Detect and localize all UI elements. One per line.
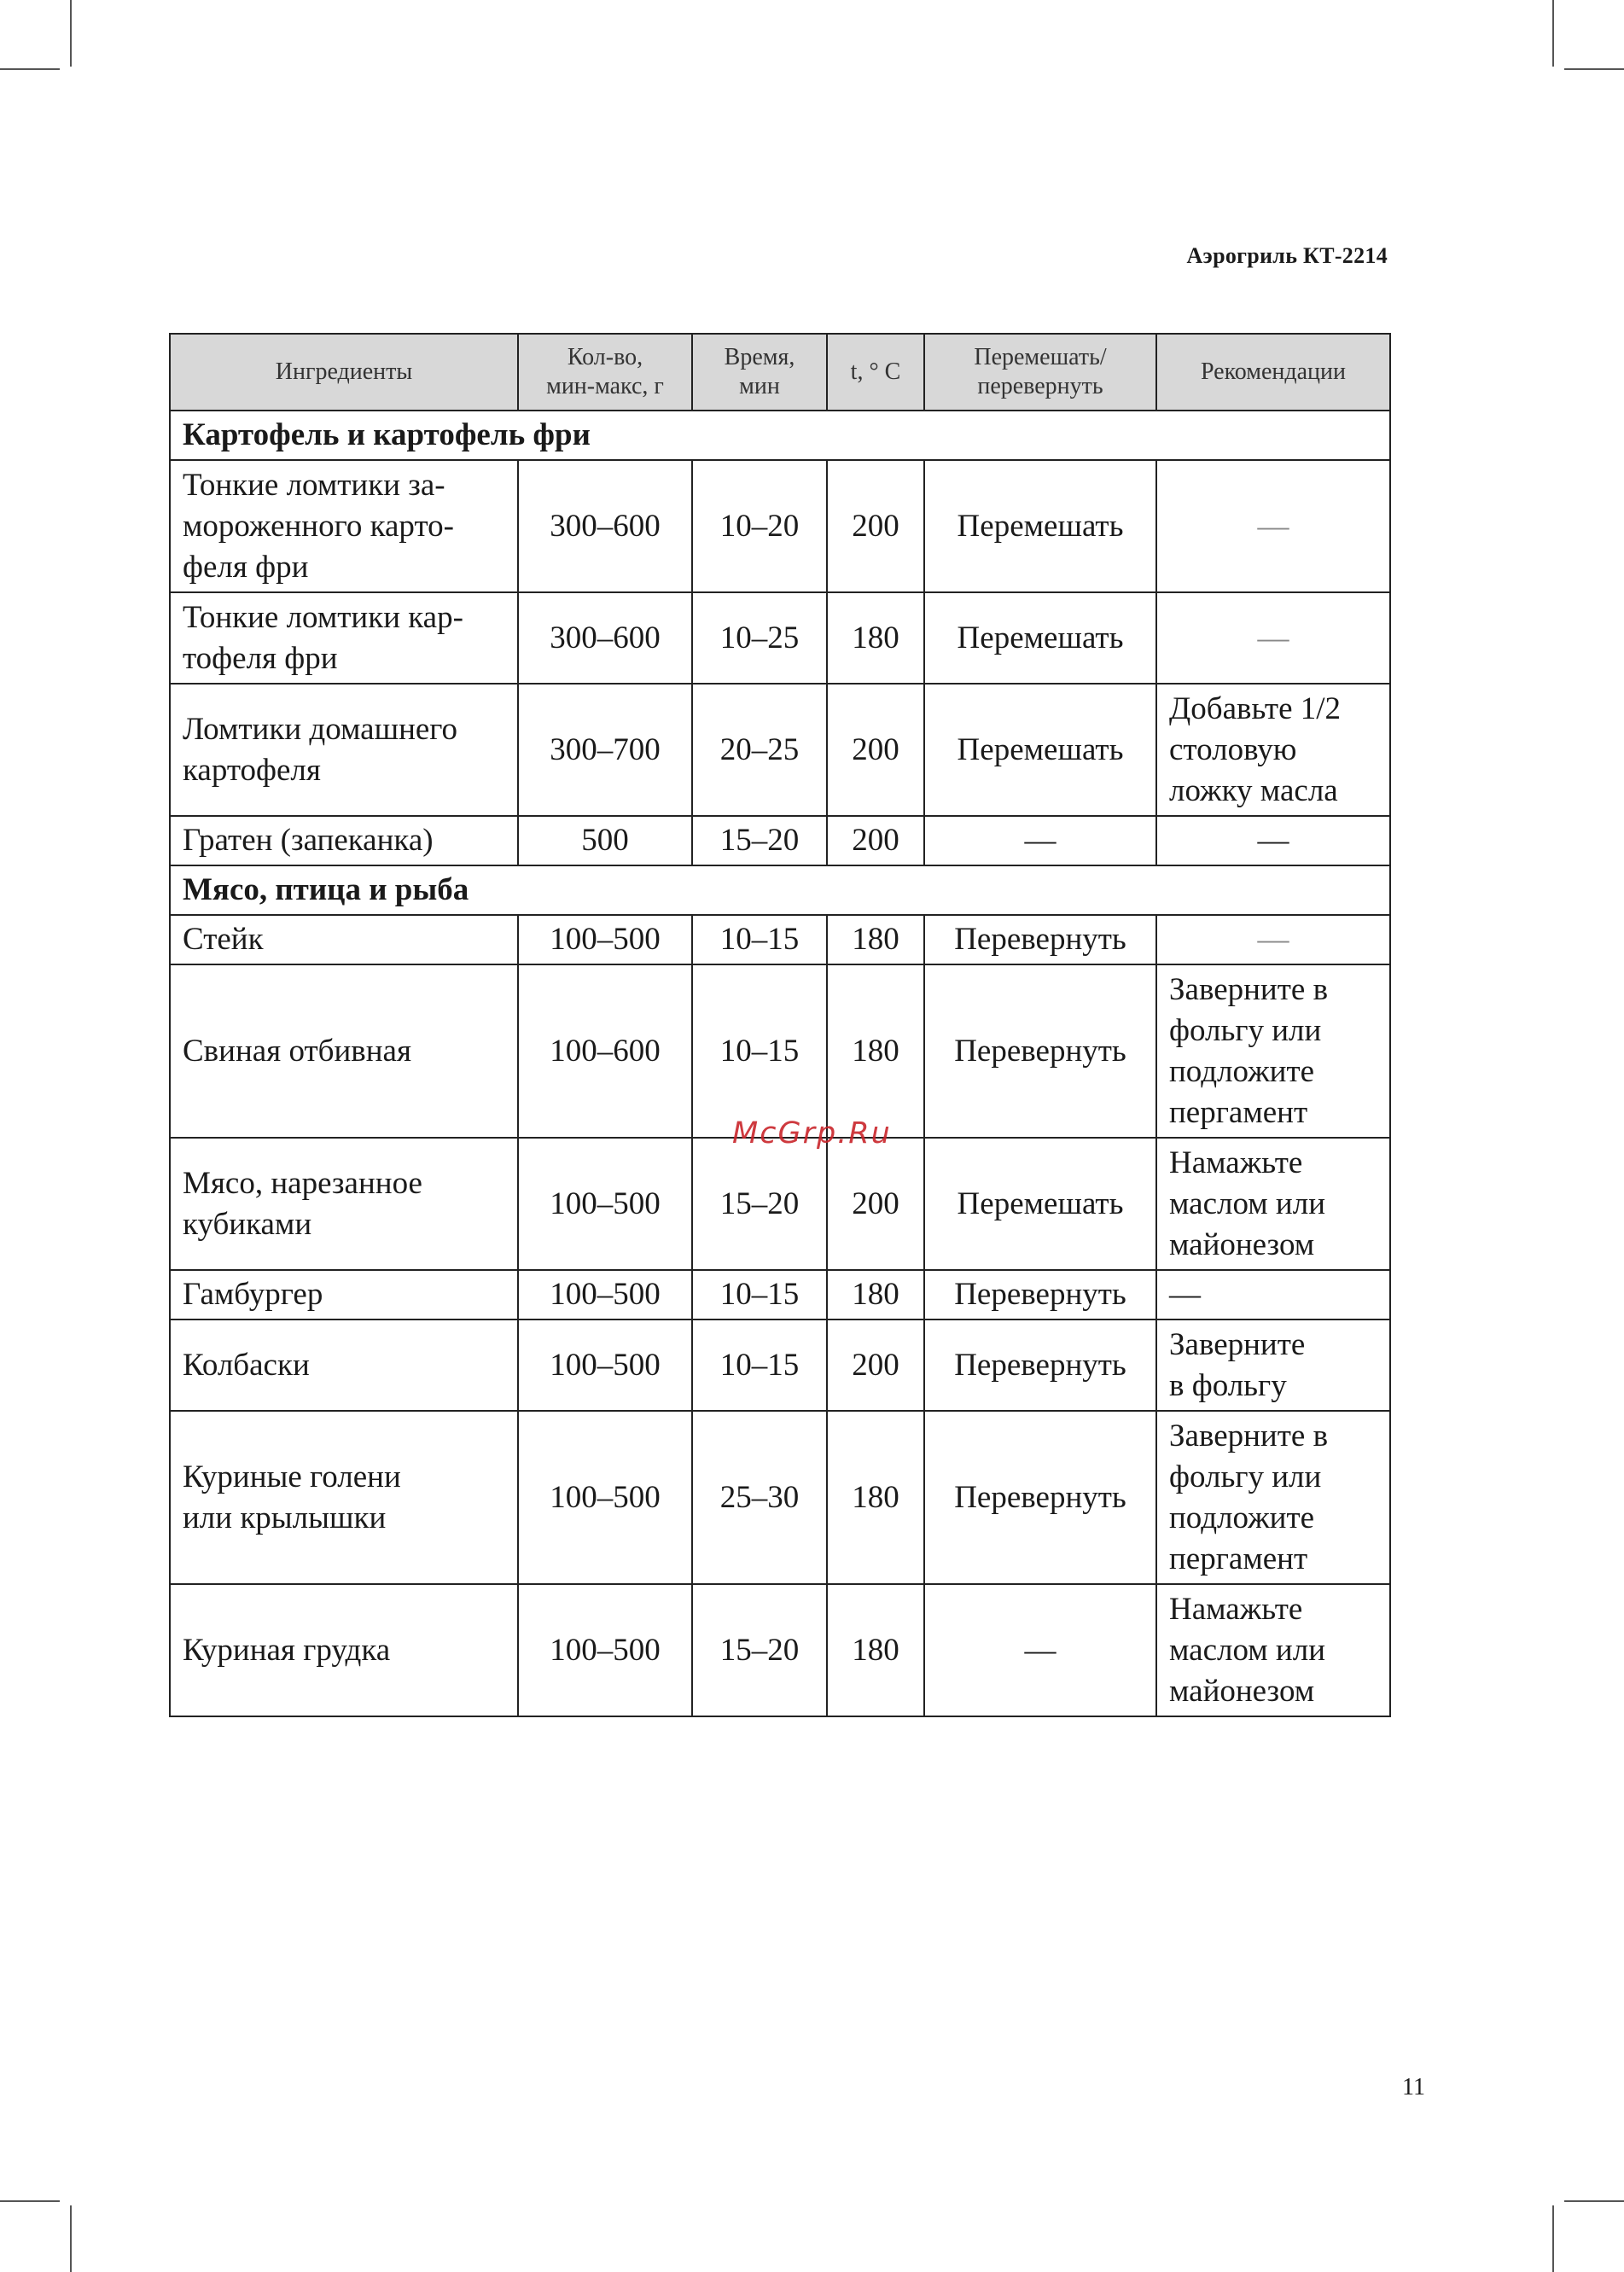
cell-recommendation: Заверните в фольгу или подложите пергамент — [1156, 1411, 1390, 1584]
table-row — [170, 1138, 1390, 1270]
table-row — [170, 460, 1390, 592]
crop-mark — [0, 68, 60, 70]
cell-recommendation: — — [1156, 915, 1390, 964]
cell-recommendation: Намажьте маслом или майонезом — [1156, 1584, 1390, 1716]
cell-time: 10–15 — [692, 1320, 827, 1411]
table-row — [170, 915, 1390, 964]
cell-time: 10–15 — [692, 1270, 827, 1320]
cell-recommendation: Намажьте маслом или майонезом — [1156, 1138, 1390, 1270]
cooking-table — [169, 333, 1391, 1717]
section-row-meat — [170, 865, 1390, 915]
cell-temperature: 180 — [827, 1584, 924, 1716]
cell-quantity: 100–500 — [518, 1138, 692, 1270]
cell-action: Перемешать — [924, 1138, 1156, 1270]
cell-ingredient: Гратен (запеканка) — [170, 816, 518, 865]
cell-ingredient: Тонкие ломтики кар- тофеля фри — [170, 592, 518, 684]
cell-temperature: 200 — [827, 684, 924, 816]
cell-time: 15–20 — [692, 1584, 827, 1716]
column-header-quantity: Кол-во, мин-макс, г — [518, 334, 692, 411]
cell-recommendation: — — [1156, 592, 1390, 684]
cell-ingredient: Гамбургер — [170, 1270, 518, 1320]
cell-action: Перевернуть — [924, 964, 1156, 1138]
table-row — [170, 816, 1390, 865]
table-row — [170, 1320, 1390, 1411]
cell-temperature: 180 — [827, 915, 924, 964]
crop-mark — [1564, 2200, 1624, 2202]
document-header: Аэрогриль КТ-2214 — [1186, 243, 1388, 268]
cell-quantity: 100–500 — [518, 1270, 692, 1320]
crop-mark — [1552, 0, 1554, 67]
cell-temperature: 180 — [827, 592, 924, 684]
cell-quantity: 300–700 — [518, 684, 692, 816]
column-header-action: Перемешать/ перевернуть — [924, 334, 1156, 411]
cell-quantity: 500 — [518, 816, 692, 865]
cell-temperature: 200 — [827, 460, 924, 592]
column-header-recommendations: Рекомендации — [1156, 334, 1390, 411]
column-header-temperature: t, ° C — [827, 334, 924, 411]
cell-time: 10–20 — [692, 460, 827, 592]
cell-action: Перевернуть — [924, 1270, 1156, 1320]
cell-action: — — [924, 1584, 1156, 1716]
crop-mark — [1552, 2205, 1554, 2272]
cell-recommendation: — — [1156, 460, 1390, 592]
cell-quantity: 100–500 — [518, 915, 692, 964]
cell-recommendation: Добавьте 1/2 столовую ложку масла — [1156, 684, 1390, 816]
cell-temperature: 200 — [827, 816, 924, 865]
cell-ingredient: Стейк — [170, 915, 518, 964]
table-row — [170, 964, 1390, 1138]
table-row — [170, 1411, 1390, 1584]
cell-ingredient: Куриная грудка — [170, 1584, 518, 1716]
cell-time: 15–20 — [692, 816, 827, 865]
cell-temperature: 180 — [827, 1411, 924, 1584]
cell-recommendation: Заверните в фольгу — [1156, 1320, 1390, 1411]
table-row — [170, 684, 1390, 816]
cell-ingredient: Ломтики домашнего картофеля — [170, 684, 518, 816]
cell-temperature: 200 — [827, 1138, 924, 1270]
column-header-ingredients: Ингредиенты — [170, 334, 518, 411]
cell-time: 10–15 — [692, 964, 827, 1138]
crop-mark — [70, 2205, 72, 2272]
cell-temperature: 180 — [827, 964, 924, 1138]
cell-action: Перевернуть — [924, 915, 1156, 964]
cell-ingredient: Свиная отбивная — [170, 964, 518, 1138]
cell-temperature: 180 — [827, 1270, 924, 1320]
cell-recommendation: — — [1156, 816, 1390, 865]
cell-ingredient: Куриные голени или крылышки — [170, 1411, 518, 1584]
page-number: 11 — [1402, 2074, 1425, 2100]
cell-time: 10–15 — [692, 915, 827, 964]
cell-ingredient: Мясо, нарезанное кубиками — [170, 1138, 518, 1270]
section-title: Картофель и картофель фри — [170, 411, 1390, 460]
watermark: McGrp.Ru — [732, 1116, 892, 1151]
cell-action: Перевернуть — [924, 1411, 1156, 1584]
cell-time: 25–30 — [692, 1411, 827, 1584]
cell-quantity: 300–600 — [518, 460, 692, 592]
table-header-row — [170, 334, 1390, 411]
cell-quantity: 300–600 — [518, 592, 692, 684]
cell-action: Перемешать — [924, 592, 1156, 684]
cell-time: 10–25 — [692, 592, 827, 684]
cell-action: Перемешать — [924, 684, 1156, 816]
cell-quantity: 100–500 — [518, 1320, 692, 1411]
crop-mark — [70, 0, 72, 67]
column-header-time: Время, мин — [692, 334, 827, 411]
cell-time: 20–25 — [692, 684, 827, 816]
cell-action: Перемешать — [924, 460, 1156, 592]
cell-temperature: 200 — [827, 1320, 924, 1411]
table-row — [170, 1584, 1390, 1716]
table-row — [170, 592, 1390, 684]
cell-ingredient: Колбаски — [170, 1320, 518, 1411]
cell-quantity: 100–500 — [518, 1411, 692, 1584]
cell-action: — — [924, 816, 1156, 865]
cell-quantity: 100–600 — [518, 964, 692, 1138]
crop-mark — [1564, 68, 1624, 70]
table-row — [170, 1270, 1390, 1320]
cell-recommendation: — — [1156, 1270, 1390, 1320]
crop-mark — [0, 2200, 60, 2202]
cell-quantity: 100–500 — [518, 1584, 692, 1716]
cell-ingredient: Тонкие ломтики за- мороженного карто- феля фри — [170, 460, 518, 592]
cell-action: Перевернуть — [924, 1320, 1156, 1411]
cell-recommendation: Заверните в фольгу или подложите пергамент — [1156, 964, 1390, 1138]
section-row-potatoes — [170, 411, 1390, 460]
section-title: Мясо, птица и рыба — [170, 865, 1390, 915]
cell-time: 15–20 — [692, 1138, 827, 1270]
